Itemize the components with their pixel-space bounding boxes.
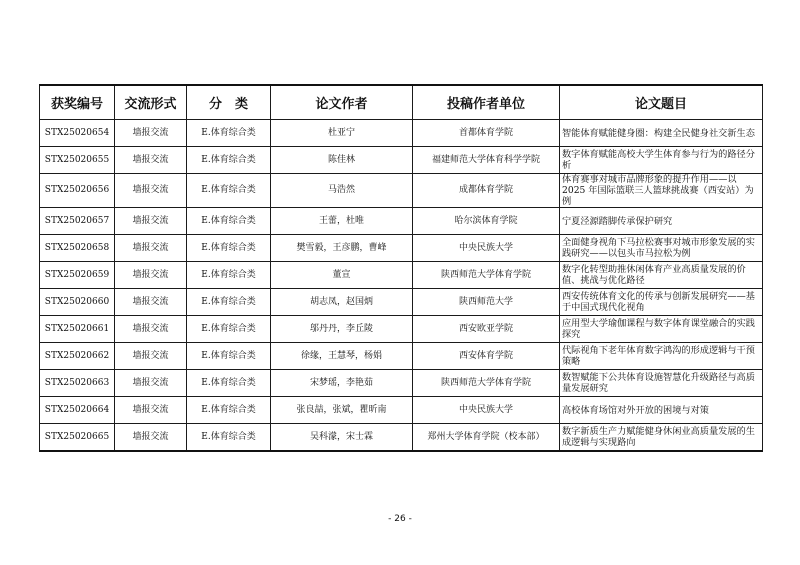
affiliation-cell: 西安欧亚学院: [413, 316, 560, 343]
paper-title-cell: 数字新质生产力赋能健身休闲业高质量发展的生成逻辑与实现路向: [560, 424, 763, 452]
award-id-cell: STX25020660: [40, 289, 115, 316]
exchange-form-cell: 墙报交流: [115, 120, 187, 147]
affiliation-cell: 陕西师范大学体育学院: [413, 262, 560, 289]
paper-title-cell: 智能体育赋能健身圈：构建全民健身社交新生态: [560, 120, 763, 147]
awards-table: [39, 84, 763, 452]
paper-title-cell: 全面健身视角下马拉松赛事对城市形象发展的实践研究——以包头市马拉松为例: [560, 235, 763, 262]
header-exchange-form: 交流形式: [115, 85, 187, 120]
award-id-cell: STX25020659: [40, 262, 115, 289]
table-body: [40, 120, 763, 452]
exchange-form-cell: 墙报交流: [115, 397, 187, 424]
authors-cell: 吴科濛，宋士霖: [271, 424, 413, 452]
authors-cell: 樊雪毅，王彦鹏，曹峰: [271, 235, 413, 262]
table-row: [40, 120, 763, 147]
affiliation-cell: 哈尔滨体育学院: [413, 208, 560, 235]
category-cell: E.体育综合类: [187, 343, 271, 370]
table-row: [40, 289, 763, 316]
category-cell: E.体育综合类: [187, 174, 271, 208]
category-cell: E.体育综合类: [187, 316, 271, 343]
exchange-form-cell: 墙报交流: [115, 262, 187, 289]
paper-title-cell: 体育赛事对城市品牌形象的提升作用——以 2025 年国际篮联三人篮球挑战赛（西安站）为例: [560, 174, 763, 208]
paper-title-cell: 数智赋能下公共体育设施智慧化升级路径与高质量发展研究: [560, 370, 763, 397]
authors-cell: 杜亚宁: [271, 120, 413, 147]
authors-cell: 陈佳林: [271, 147, 413, 174]
exchange-form-cell: 墙报交流: [115, 316, 187, 343]
header-award-id: 获奖编号: [40, 85, 115, 120]
table-row: [40, 397, 763, 424]
authors-cell: 董宣: [271, 262, 413, 289]
authors-cell: 胡志凤，赵国炳: [271, 289, 413, 316]
award-id-cell: STX25020654: [40, 120, 115, 147]
exchange-form-cell: 墙报交流: [115, 343, 187, 370]
paper-title-cell: 宁夏泾源踏脚传承保护研究: [560, 208, 763, 235]
affiliation-cell: 中央民族大学: [413, 235, 560, 262]
category-cell: E.体育综合类: [187, 235, 271, 262]
award-id-cell: STX25020658: [40, 235, 115, 262]
paper-title-cell: 西安传统体育文化的传承与创新发展研究——基于中国式现代化视角: [560, 289, 763, 316]
paper-title-cell: 代际视角下老年体育数字鸿沟的形成逻辑与干预策略: [560, 343, 763, 370]
category-cell: E.体育综合类: [187, 120, 271, 147]
paper-title-cell: 应用型大学瑜伽课程与数字体育课堂融合的实践探究: [560, 316, 763, 343]
table-row: [40, 370, 763, 397]
category-cell: E.体育综合类: [187, 208, 271, 235]
award-id-cell: STX25020663: [40, 370, 115, 397]
table-row: [40, 235, 763, 262]
table-row: [40, 343, 763, 370]
affiliation-cell: 中央民族大学: [413, 397, 560, 424]
authors-cell: 张良喆，张斌，瞿昕南: [271, 397, 413, 424]
category-cell: E.体育综合类: [187, 147, 271, 174]
exchange-form-cell: 墙报交流: [115, 208, 187, 235]
award-id-cell: STX25020664: [40, 397, 115, 424]
table-row: [40, 424, 763, 452]
exchange-form-cell: 墙报交流: [115, 289, 187, 316]
award-id-cell: STX25020661: [40, 316, 115, 343]
authors-cell: 宋梦瑶，李艳茹: [271, 370, 413, 397]
authors-cell: 王蕾，杜唯: [271, 208, 413, 235]
authors-cell: 马浩然: [271, 174, 413, 208]
table-row: [40, 262, 763, 289]
category-cell: E.体育综合类: [187, 262, 271, 289]
category-cell: E.体育综合类: [187, 289, 271, 316]
category-cell: E.体育综合类: [187, 397, 271, 424]
page-number: - 26 -: [388, 514, 412, 524]
authors-cell: 徐缘，王慧琴，杨娟: [271, 343, 413, 370]
table-header-row: [40, 85, 763, 120]
paper-title-cell: 数字体育赋能高校大学生体育参与行为的路径分析: [560, 147, 763, 174]
authors-cell: 邬丹丹，李丘陵: [271, 316, 413, 343]
exchange-form-cell: 墙报交流: [115, 235, 187, 262]
affiliation-cell: 福建师范大学体育科学学院: [413, 147, 560, 174]
affiliation-cell: 首都体育学院: [413, 120, 560, 147]
paper-title-cell: 高校体育场馆对外开放的困境与对策: [560, 397, 763, 424]
paper-title-cell: 数字化转型助推休闲体育产业高质量发展的价值、挑战与优化路径: [560, 262, 763, 289]
exchange-form-cell: 墙报交流: [115, 174, 187, 208]
header-authors: 论文作者: [271, 85, 413, 120]
affiliation-cell: 西安体育学院: [413, 343, 560, 370]
affiliation-cell: 陕西师范大学体育学院: [413, 370, 560, 397]
exchange-form-cell: 墙报交流: [115, 147, 187, 174]
header-affiliation: 投稿作者单位: [413, 85, 560, 120]
table-row: [40, 147, 763, 174]
header-category: 分 类: [187, 85, 271, 120]
header-paper-title: 论文题目: [560, 85, 763, 120]
award-id-cell: STX25020662: [40, 343, 115, 370]
award-id-cell: STX25020656: [40, 174, 115, 208]
category-cell: E.体育综合类: [187, 424, 271, 452]
affiliation-cell: 陕西师范大学: [413, 289, 560, 316]
exchange-form-cell: 墙报交流: [115, 370, 187, 397]
affiliation-cell: 郑州大学体育学院（校本部）: [413, 424, 560, 452]
table-row: [40, 174, 763, 208]
category-cell: E.体育综合类: [187, 370, 271, 397]
table-row: [40, 316, 763, 343]
award-id-cell: STX25020665: [40, 424, 115, 452]
award-id-cell: STX25020655: [40, 147, 115, 174]
exchange-form-cell: 墙报交流: [115, 424, 187, 452]
award-id-cell: STX25020657: [40, 208, 115, 235]
affiliation-cell: 成都体育学院: [413, 174, 560, 208]
table-row: [40, 208, 763, 235]
